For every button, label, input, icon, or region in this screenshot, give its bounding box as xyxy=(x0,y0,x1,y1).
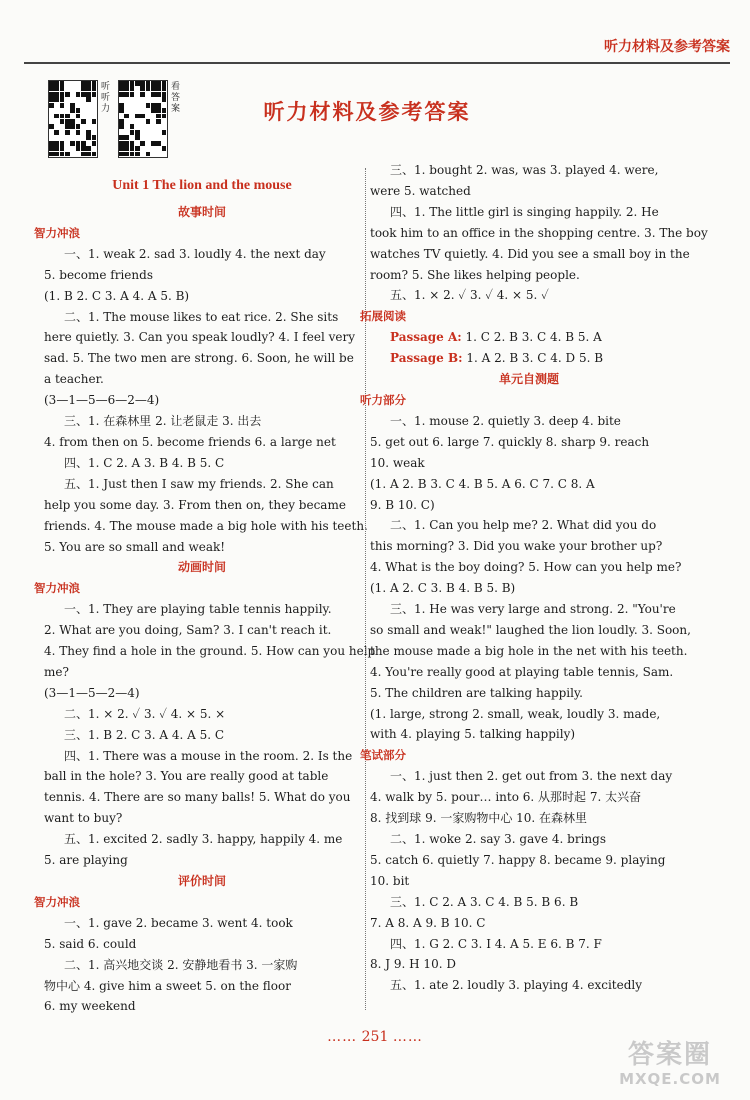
answer-line: (1. B 2. C 3. A 4. A 5. B) xyxy=(44,288,190,303)
answer-line: 二、1. × 2. ✓ 3. ✓ 4. × 5. × xyxy=(64,706,226,721)
answer-line: (1. A 2. C 3. B 4. B 5. B) xyxy=(370,581,516,596)
answer-line: 五、1. ate 2. loudly 3. playing 4. excitedly xyxy=(390,978,643,993)
answer-line: 5. said 6. could xyxy=(44,936,137,951)
answer-line: 三、1. B 2. C 3. A 4. A 5. C xyxy=(64,727,225,742)
answer-line: this morning? 3. Did you wake your brother up? xyxy=(370,539,663,554)
page-number: 251 xyxy=(361,1029,389,1045)
answer-line: were 5. watched xyxy=(370,183,471,198)
left-column xyxy=(34,176,376,1017)
section-heading: 评价时间 xyxy=(177,874,226,888)
answer-line: sad. 5. The two men are strong. 6. Soon, he will be xyxy=(44,351,354,366)
answer-line: friends. 4. The mouse made a big hole with his teeth. xyxy=(44,518,368,533)
answer-line: 二、1. The mouse likes to eat rice. 2. She sits xyxy=(64,309,339,324)
answer-line: 一、1. weak 2. sad 3. loudly 4. the next day xyxy=(64,246,326,261)
running-header: 听力材料及参考答案 xyxy=(604,39,730,55)
answer-line: (3—1—5—6—2—4) xyxy=(44,393,160,408)
passage-answer xyxy=(370,348,688,369)
answer-line: 三、1. bought 2. was, was 3. played 4. were, xyxy=(390,163,659,177)
answer-line: 10. bit xyxy=(370,873,410,888)
answer-line: help you some day. 3. From then on, they became xyxy=(44,497,346,512)
answer-line: the mouse made a big hole in the net with his teeth. xyxy=(370,643,688,658)
answer-line: 8. 找到球 9. 一家购物中心 10. 在森林里 xyxy=(370,811,588,826)
answer-line: 物中心 4. give him a sweet 5. on the floor xyxy=(44,978,291,993)
footer-dots-right: …… xyxy=(392,1029,423,1045)
answer-line: tennis. 4. There are so many balls! 5. What do you xyxy=(44,790,351,805)
subsection-heading: 智力冲浪 xyxy=(34,581,80,596)
passage-answer xyxy=(370,327,688,348)
answer-line: 5. are playing xyxy=(44,853,128,868)
answer-line: 二、1. Can you help me? 2. What did you do xyxy=(390,518,657,533)
answer-line: me? xyxy=(44,664,69,679)
qr-code-listening[interactable] xyxy=(48,80,98,158)
answer-line: 一、1. mouse 2. quietly 3. deep 4. bite xyxy=(390,413,621,428)
answer-line: 一、1. They are playing table tennis happily. xyxy=(64,602,332,617)
answer-line: 5. The children are talking happily. xyxy=(370,685,583,700)
subsection-heading: 智力冲浪 xyxy=(34,225,80,240)
answer-line: 8. J 9. H 10. D xyxy=(370,957,456,972)
answer-line: 一、1. just then 2. get out from 3. the next day xyxy=(390,769,673,784)
answer-line: so small and weak!" laughed the lion loudly. 3. Soon, xyxy=(370,622,691,637)
answer-line: 2. What are you doing, Sam? 3. I can't reach it. xyxy=(44,623,332,638)
answer-line: 4. walk by 5. pour… into 6. 从那时起 7. 太兴奋 xyxy=(370,790,642,805)
answer-line: 三、1. 在森林里 2. 让老鼠走 3. 出去 xyxy=(64,414,262,429)
answer-line: (3—1—5—2—4) xyxy=(44,685,140,700)
answer-line: 4. What is the boy doing? 5. How can you help me? xyxy=(370,560,682,575)
answer-line: 三、1. He was very large and strong. 2. "You're xyxy=(390,602,676,617)
answer-line: 5. You are so small and weak! xyxy=(44,539,226,554)
answer-line: (1. A 2. B 3. C 4. B 5. A 6. C 7. C 8. A xyxy=(370,476,595,491)
answer-line: room? 5. She likes helping people. xyxy=(370,267,580,282)
answer-line: watches TV quietly. 4. Did you see a small boy in the xyxy=(370,246,690,261)
watermark-url: MXQE.COM xyxy=(619,1070,721,1088)
answer-line: 9. B 10. C) xyxy=(370,497,435,512)
answer-line: 5. get out 6. large 7. quickly 8. sharp 9. reach xyxy=(370,434,650,449)
header-rule xyxy=(24,62,730,64)
answer-line: 四、1. C 2. A 3. B 4. B 5. C xyxy=(64,455,225,470)
answer-line: 五、1. Just then I saw my friends. 2. She can xyxy=(64,476,334,491)
answer-line: 4. from then on 5. become friends 6. a large net xyxy=(44,434,336,449)
passage-answers-text: 1. A 2. B 3. C 4. D 5. B xyxy=(466,351,604,366)
qr-label-answers: 看答案 xyxy=(171,82,181,114)
answer-line: 四、1. G 2. C 3. I 4. A 5. E 6. B 7. F xyxy=(390,936,602,951)
answer-line: 4. They find a hole in the ground. 5. How can you help xyxy=(44,644,376,659)
unit-title: Unit 1 The lion and the mouse xyxy=(112,178,292,193)
column-divider xyxy=(365,168,366,1010)
passage-label: Passage A: xyxy=(390,330,462,345)
section-heading: 单元自测题 xyxy=(498,372,559,387)
answer-line: 二、1. 高兴地交谈 2. 安静地看书 3. 一家购 xyxy=(64,957,298,972)
page-footer xyxy=(290,1029,460,1045)
right-column xyxy=(360,160,708,996)
answer-line: 四、1. The little girl is singing happily. 2. He xyxy=(390,204,659,219)
answer-line: 三、1. C 2. A 3. C 4. B 5. B 6. B xyxy=(390,894,579,909)
answer-line: 5. catch 6. quietly 7. happy 8. became 9. playing xyxy=(370,852,666,867)
footer-dots-left: …… xyxy=(327,1029,358,1045)
watermark xyxy=(600,1040,740,1088)
answer-line: 五、1. × 2. ✓ 3. ✓ 4. × 5. ✓ xyxy=(390,288,549,303)
answer-line: 5. become friends xyxy=(44,267,153,282)
answer-line: ball in the hole? 3. You are really good at table xyxy=(44,769,329,784)
answer-line: 7. A 8. A 9. B 10. C xyxy=(370,915,486,930)
subsection-heading: 拓展阅读 xyxy=(360,309,406,324)
answer-line: 10. weak xyxy=(370,455,425,470)
answer-line: (1. large, strong 2. small, weak, loudly 3. made, xyxy=(370,706,661,721)
answer-line: 二、1. woke 2. say 3. gave 4. brings xyxy=(390,832,607,846)
answer-line: 6. my weekend xyxy=(44,999,136,1014)
answer-line: a teacher. xyxy=(44,372,104,387)
section-heading: 故事时间 xyxy=(177,205,226,219)
section-heading: 动画时间 xyxy=(177,560,226,575)
answer-line: 4. You're really good at playing table tennis, Sam. xyxy=(370,664,674,679)
answer-line: here quietly. 3. Can you speak loudly? 4. I feel very xyxy=(44,330,356,345)
answer-line: want to buy? xyxy=(44,811,123,826)
passage-answers-text: 1. C 2. B 3. C 4. B 5. A xyxy=(465,330,602,345)
qr-code-answers[interactable] xyxy=(118,80,168,158)
answer-line: 四、1. There was a mouse in the room. 2. Is the xyxy=(64,748,353,763)
page-title: 听力材料及参考答案 xyxy=(263,100,471,124)
passage-label: Passage B: xyxy=(390,351,463,366)
answer-line: 一、1. gave 2. became 3. went 4. took xyxy=(64,915,293,930)
subsection-heading: 智力冲浪 xyxy=(34,894,80,909)
subsection-heading: 听力部分 xyxy=(360,392,406,407)
answer-line: 五、1. excited 2. sadly 3. happy, happily 4. me xyxy=(64,832,343,847)
answer-line: with 4. playing 5. talking happily) xyxy=(370,727,576,742)
watermark-logo-text: 答案圈 xyxy=(627,1040,712,1070)
qr-label-listening: 听听力 xyxy=(101,82,111,114)
subsection-heading: 笔试部分 xyxy=(360,748,406,763)
answer-line: took him to an office in the shopping centre. 3. The boy xyxy=(370,225,708,240)
